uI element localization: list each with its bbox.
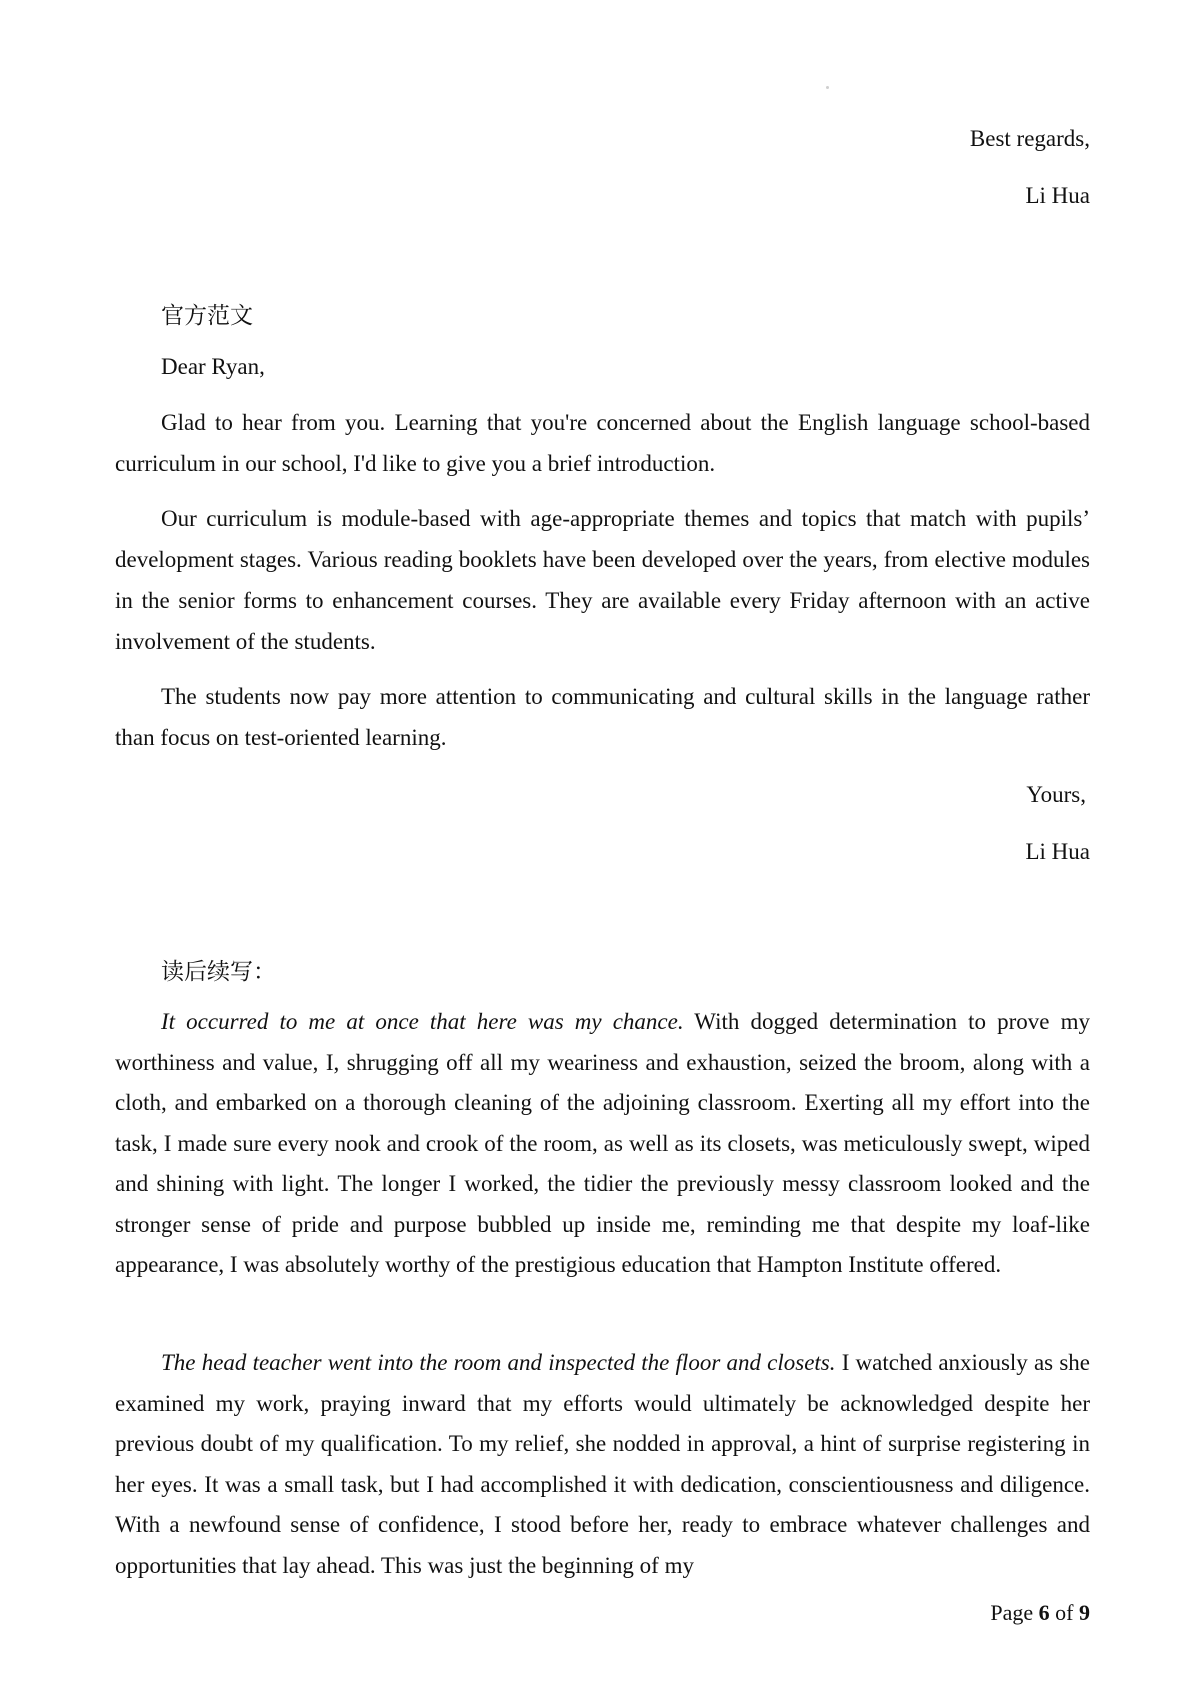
- paragraph-body: I watched anxiously as she examined my work, praying inward that my efforts would ultimately be acknowledged despite her previous doubt of my qualification. To my relief, she nodded in approval, a hint of surprise registering in her eyes. It was a small task, but I had accomplished it with dedication, conscientiousness and diligence. With a newfound sense of confidence, I stood before her, ready to embrace whatever challenges and opportunities that lay ahead. This was just the beginning of my: [115, 1350, 1090, 1578]
- scan-speck: [826, 86, 829, 89]
- paragraph-lead-sentence: It occurred to me at once that here was my chance.: [161, 1009, 684, 1034]
- letter-closing: Yours,: [1026, 782, 1086, 807]
- continuation-paragraph-1: [115, 1002, 1090, 1286]
- continuation-paragraph-2: [115, 1343, 1090, 1586]
- paragraph-lead-sentence: The head teacher went into the room and inspected the floor and closets.: [161, 1350, 836, 1375]
- paragraph-body: With dogged determination to prove my worthiness and value, I, shrugging off all my weariness and exhaustion, seized the broom, along with a cloth, and embarked on a thorough cleaning of the adjoining classroom. Exerting all my effort into the task, I made sure every nook and crook of the room, as well as its closets, was meticulously swept, wiped and shining with light. The longer I worked, the tidier the previously messy classroom looked and the stronger sense of pride and purpose bubbled up inside me, reminding me that despite my loaf-like appearance, I was absolutely worthy of the prestigious education that Hampton Institute offered.: [115, 1009, 1090, 1277]
- paragraph-text: [115, 1343, 1090, 1586]
- closing-regards: Best regards,: [969, 126, 1090, 151]
- page-word: Page: [990, 1600, 1039, 1625]
- paragraph-text: The students now pay more attention to communicating and cultural skills in the language rather than focus on test-oriented learning.: [115, 684, 1090, 750]
- page-of: of: [1049, 1600, 1079, 1625]
- paragraph-text: [115, 1002, 1090, 1286]
- page-total: 9: [1079, 1600, 1090, 1625]
- paragraph-text: Glad to hear from you. Learning that you're concerned about the English language school-based curriculum in our school, I'd like to give you a brief introduction.: [115, 410, 1090, 476]
- paragraph-text: Our curriculum is module-based with age-appropriate themes and topics that match with pupils’ development stages. Various reading booklets have been developed over the years, from elective modules in the senior forms to enhancement courses. They are available every Friday afternoon with an active involvement of the students.: [115, 506, 1090, 654]
- letter-paragraph-2: [115, 498, 1090, 662]
- page-current: 6: [1038, 1600, 1050, 1625]
- page-number: [990, 1600, 1090, 1626]
- letter-paragraph-1: [115, 402, 1090, 484]
- letter-signature: Li Hua: [1025, 839, 1090, 864]
- letter-salutation: Dear Ryan,: [161, 354, 265, 379]
- letter-paragraph-3: [115, 676, 1090, 758]
- closing-signature: Li Hua: [1025, 183, 1090, 208]
- sample-essay-heading: 官方范文: [161, 303, 253, 329]
- continuation-heading: 读后续写：: [161, 959, 276, 985]
